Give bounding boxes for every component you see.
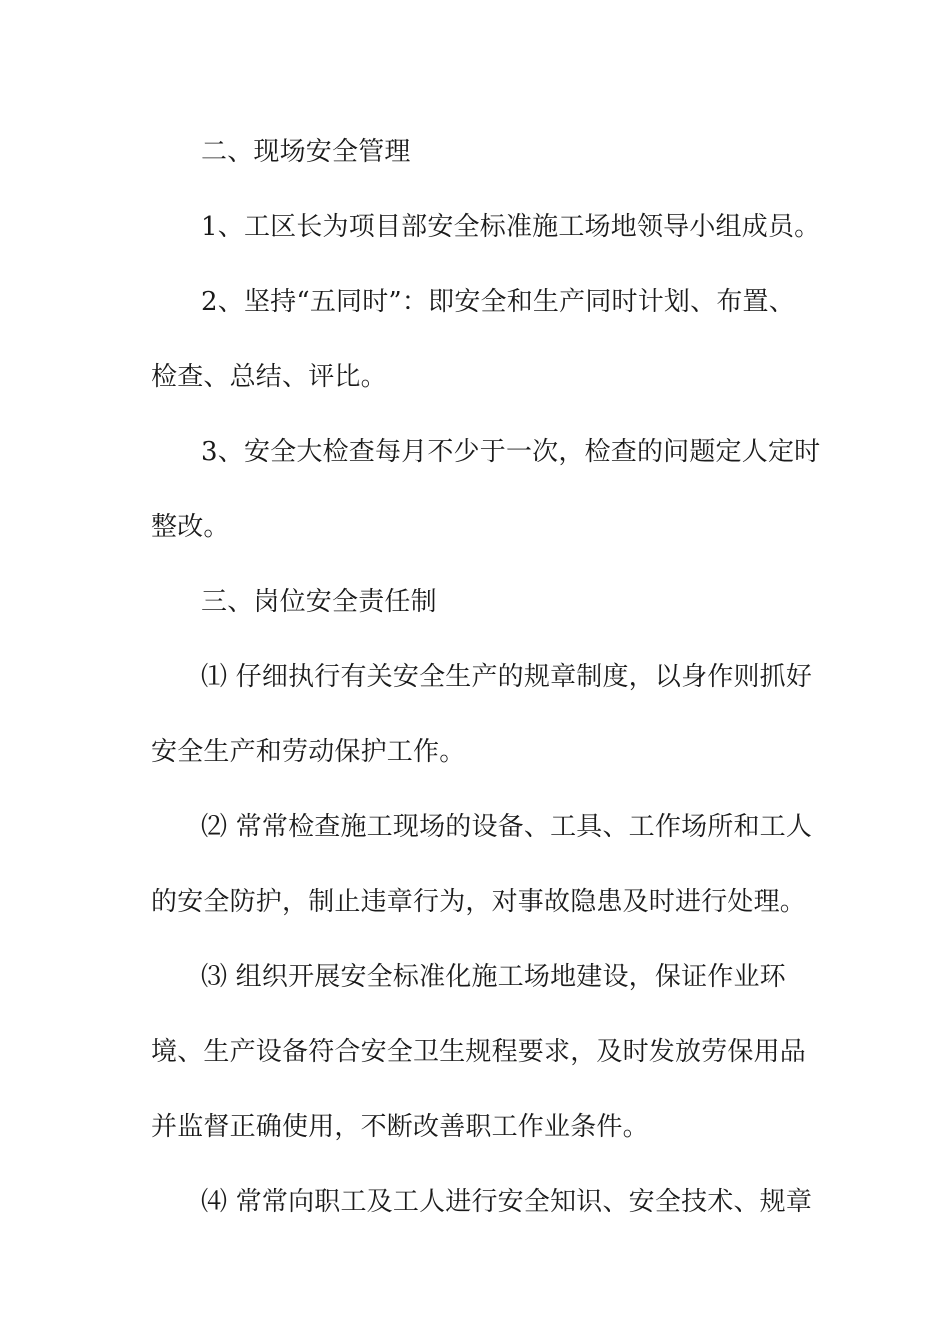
paragraph-line: ⑴ 仔细执行有关安全生产的规章制度，以身作则抓好 <box>201 662 813 692</box>
paragraph-line: 并监督正确使用，不断改善职工作业条件。 <box>151 1112 649 1142</box>
paragraph-line: 2、坚持“五同时”：即安全和生产同时计划、布置、 <box>201 287 795 317</box>
section-heading-post-responsibility: 三、岗位安全责任制 <box>201 587 437 617</box>
paragraph-line: ⑷ 常常向职工及工人进行安全知识、安全技术、规章 <box>201 1187 813 1217</box>
paragraph-line: 整改。 <box>151 512 230 542</box>
paragraph-line: 的安全防护，制止违章行为，对事故隐患及时进行处理。 <box>151 887 807 917</box>
paragraph-line: 1、工区长为项目部安全标准施工场地领导小组成员。 <box>201 212 821 242</box>
paragraph-line: 境、生产设备符合安全卫生规程要求，及时发放劳保用品 <box>151 1037 807 1067</box>
section-heading-site-safety: 二、现场安全管理 <box>201 137 411 167</box>
paragraph-line: 安全生产和劳动保护工作。 <box>151 737 466 767</box>
paragraph-line: 3、安全大检查每月不少于一次，检查的问题定人定时 <box>201 437 821 467</box>
paragraph-line: ⑵ 常常检查施工现场的设备、工具、工作场所和工人 <box>201 812 813 842</box>
paragraph-line: ⑶ 组织开展安全标准化施工场地建设，保证作业环 <box>201 962 786 992</box>
paragraph-line: 检查、总结、评比。 <box>151 362 387 392</box>
